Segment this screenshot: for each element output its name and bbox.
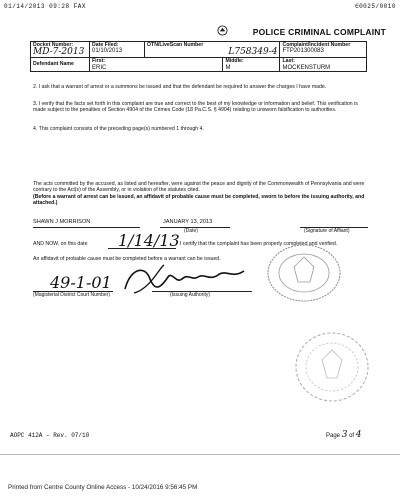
embossed-court-seal [292,330,372,405]
middle-name-value: M [225,64,231,71]
warrant-warning: (Before a warrant of arrest can be issued, an affidavit of probable cause must be completed, sworn to before the issuing authority, and attached.) [33,194,365,207]
sworn-date-handwritten: 1/14/13 [118,231,180,250]
footer-divider [0,454,400,455]
complaint-number-value: FTP201300083 [282,48,324,55]
defendant-name-label: Defendant Name [33,61,74,68]
fax-header-right: ∈0025/0010 [354,3,396,10]
district-number-label: (Magisterial District Court Number) [33,292,110,298]
first-name-value: ERIC [92,64,107,71]
docket-value: MD-7-2013 [33,47,85,58]
page-total: 4 [355,430,362,440]
paragraph-3: 3. I verify that the facts set forth in this complaint are true and correct to the best of my knowledge or information and belief. This verification is made subject to the penalties of Section 4904 of the Crimes Code (18 Pa.C.S. § 4904) relating to unsworn falsification to authorities. [33,101,358,114]
last-name-label: Last: [282,58,295,65]
page-of: of [349,433,355,439]
pa-seal-icon [217,25,228,36]
complaint-number-label: Complaint/Incident Number [282,42,351,48]
date-filed-value: 01/10/2013 [92,48,123,55]
docket-label: Docket Number: [33,42,74,48]
page-indicator [326,430,362,440]
date-filed-label: Date Filed: [92,42,119,48]
issuing-authority-label: (Issuing Authority) [170,292,211,298]
first-name-label: First: [92,58,105,65]
affiant-date-label: (Date) [184,228,198,234]
otn-label: OTN/LiveScan Number [147,42,204,48]
affidavit-note: An affidavit of probable cause must be completed before a warrant can be issued. [33,256,221,262]
sworn-date-line [108,248,176,249]
affiant-signature-label: (Signature of Affiant) [304,228,350,234]
form-number: AOPC 412A – Rev. 07/10 [10,432,90,439]
page-title: POLICE CRIMINAL COMPLAINT [252,27,386,37]
print-footer: Printed from Centre County Online Access - 10/24/2016 9:56:45 PM [8,484,198,491]
affiant-name: SHAWN J MORRISON [33,219,91,225]
fax-header-left: 01/14/2013 09:28 FAX [4,3,87,10]
complaint-header-table [30,41,367,72]
page-prefix: Page [326,433,341,439]
page-number: 3 [341,430,348,440]
district-number-handwritten: 49-1-01 [50,273,112,292]
affiant-date: JANUARY 13, 2013 [163,219,213,225]
otn-value: L758349-4 [228,47,278,58]
paragraph-2: 2. I ask that a warrant of arrest or a summons be issued and that the defendant be required to answer the charges I have made. [33,84,327,90]
middle-name-label: Middle: [225,58,244,65]
sworn-prefix: AND NOW, on this date [33,241,88,247]
affiant-name-line [33,227,140,228]
last-name-value: MOCKENSTURM [282,64,331,71]
court-seal-stamp [264,242,344,304]
paragraph-4: 4. This complaint consists of the preceding page(s) numbered 1 through 4. [33,126,204,132]
acts-paragraph: The acts committed by the accused, as listed and hereafter, were against the peace and dignity of the Commonwealth of Pennsylvania and were contrary to the Act(s) of the Assembly, or in violation of the statutes cited. [33,181,365,194]
sworn-suffix: I certify that the complaint has been properly completed and verified. [180,241,338,247]
